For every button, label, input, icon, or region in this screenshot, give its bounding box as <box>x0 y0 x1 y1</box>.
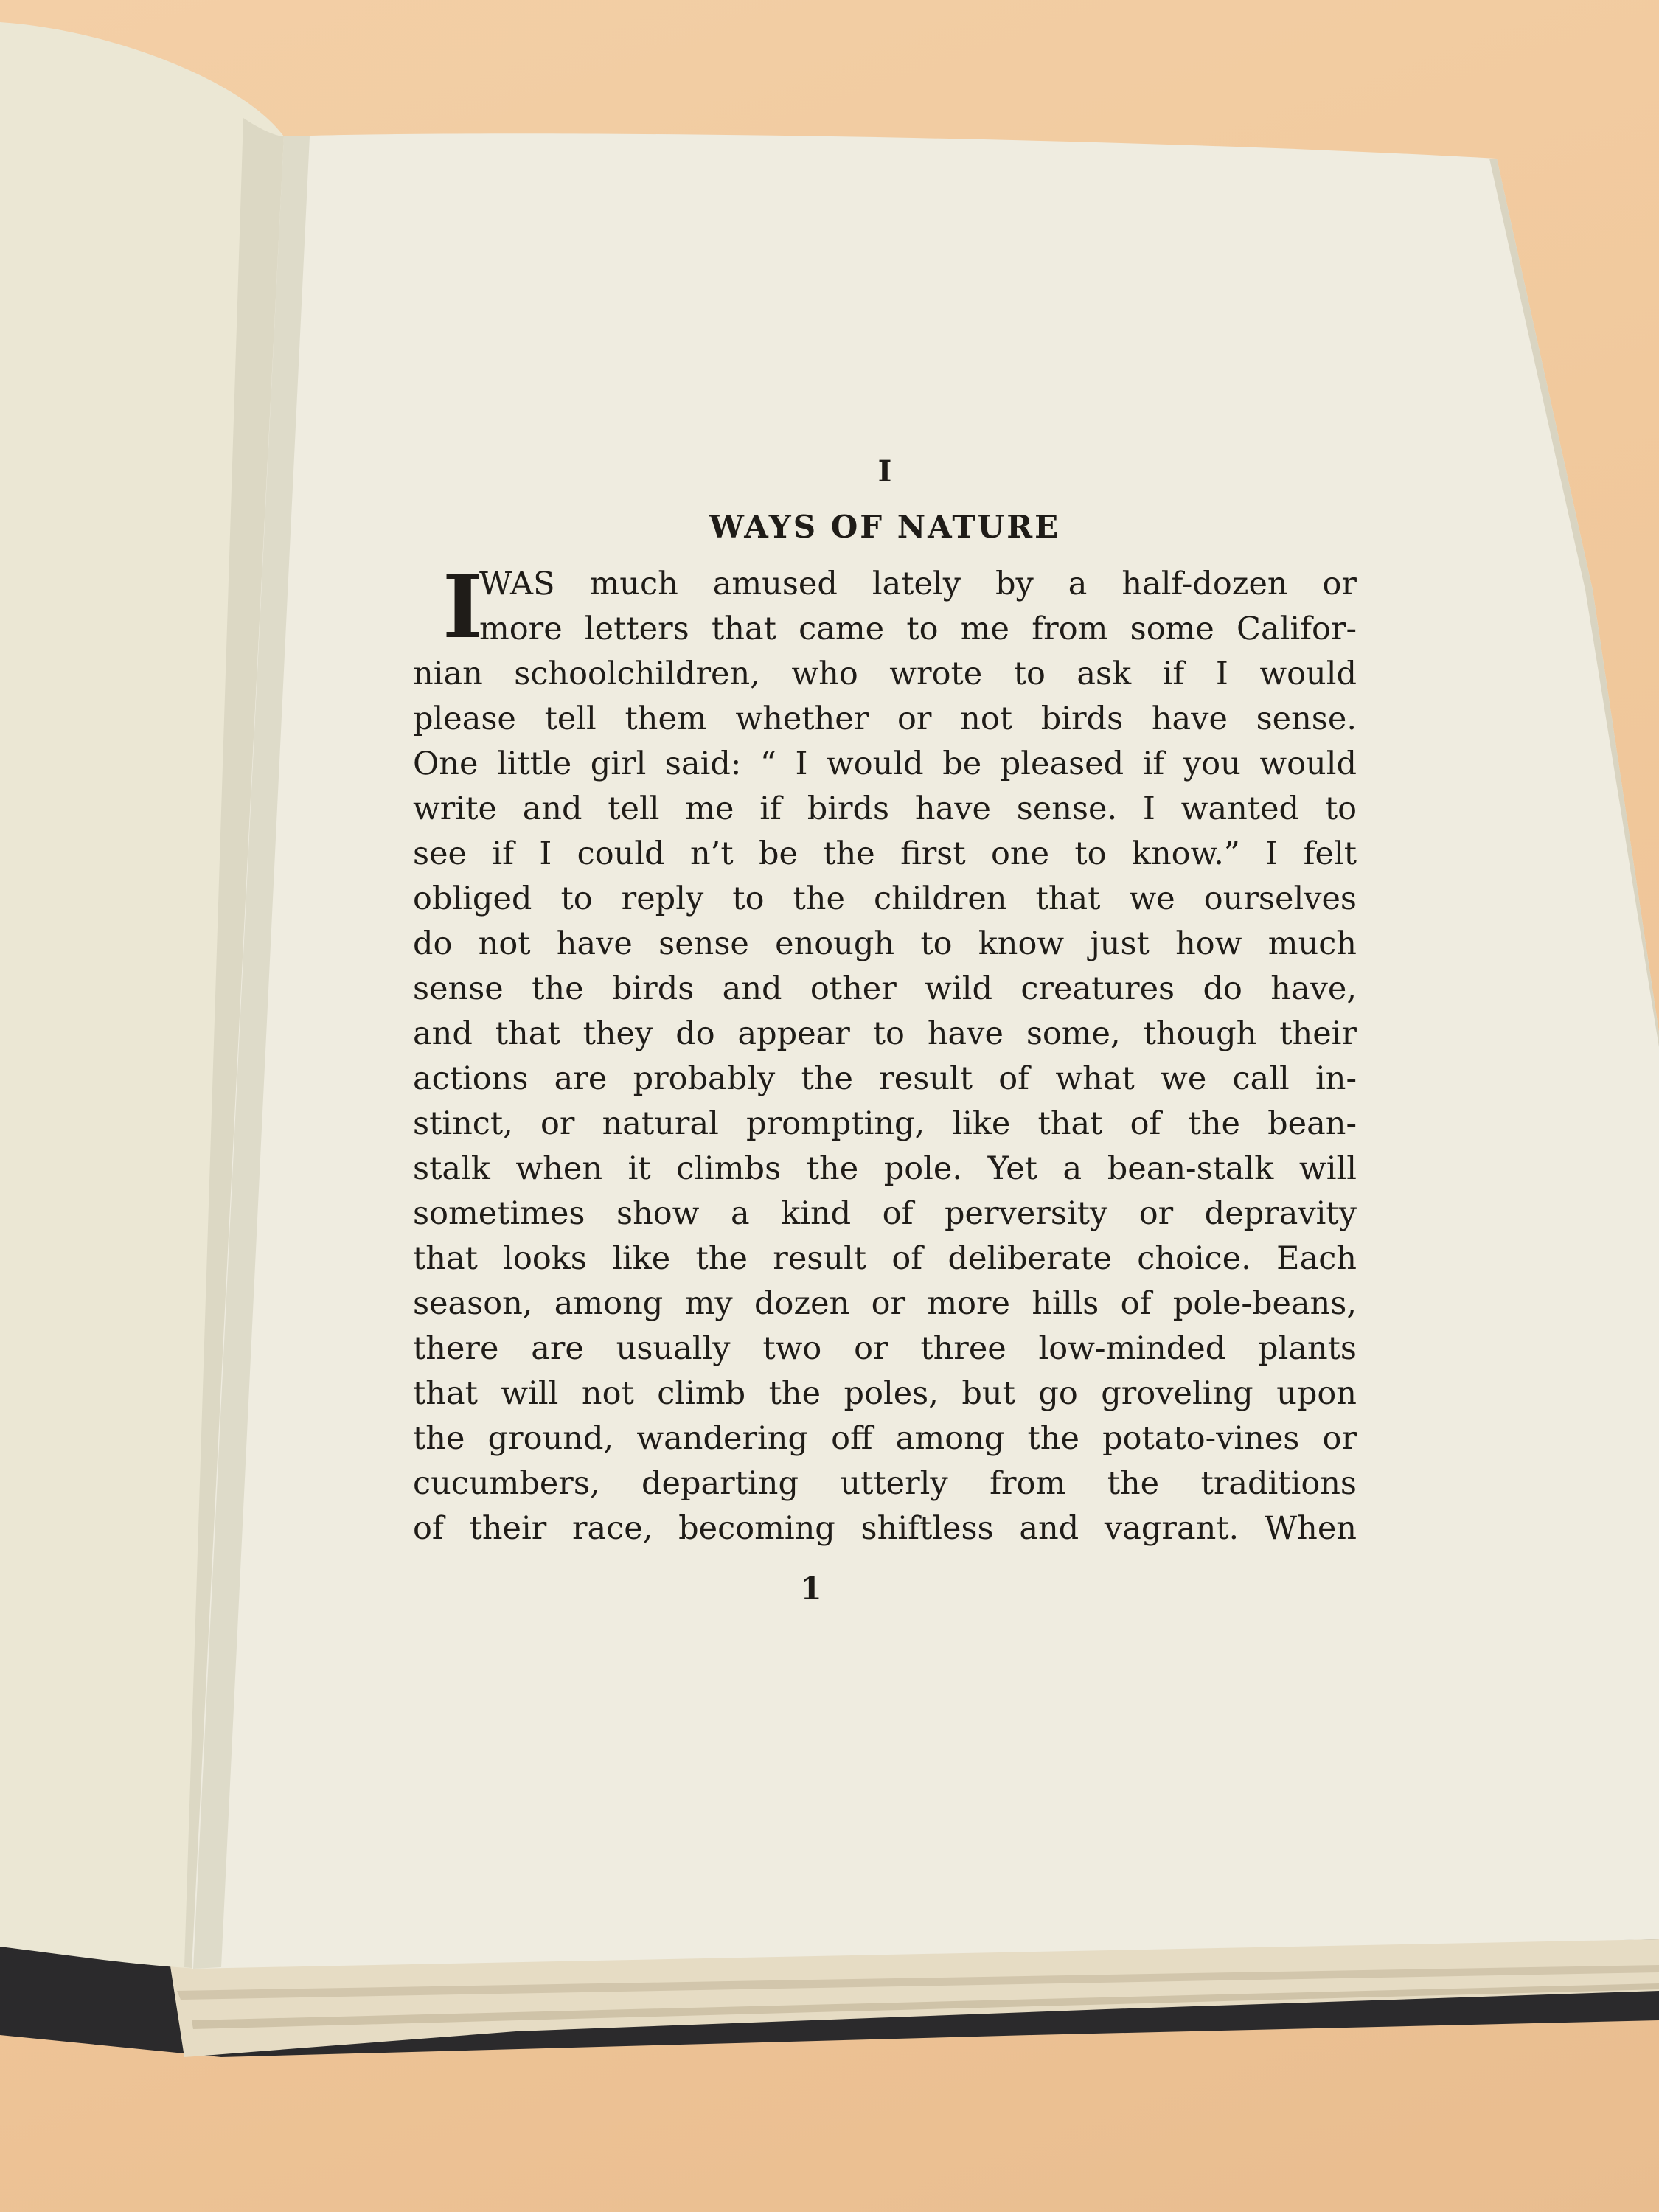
text-line: more letters that came to me from some Califor- <box>479 611 1357 647</box>
text-line: that will not climb the poles, but go groveling upon <box>413 1375 1357 1412</box>
text-line: sense the birds and other wild creatures do have, <box>413 970 1357 1007</box>
chapter-title: WAYS OF NATURE <box>709 509 1061 545</box>
page-text <box>413 450 1357 1551</box>
text-line: WAS much amused lately by a half-dozen or <box>479 566 1357 602</box>
text-line: stalk when it climbs the pole. Yet a bean-stalk will <box>413 1150 1357 1187</box>
text-line: actions are probably the result of what we call in- <box>413 1060 1357 1097</box>
text-line: please tell them whether or not birds have sense. <box>413 700 1357 737</box>
text-line: that looks like the result of deliberate choice. Each <box>413 1240 1357 1277</box>
text-line: season, among my dozen or more hills of pole-beans, <box>413 1285 1357 1322</box>
text-line: stinct, or natural prompting, like that of the bean- <box>413 1105 1357 1142</box>
page-number: 1 <box>800 1571 822 1607</box>
body-text <box>413 555 1357 1551</box>
text-line: obliged to reply to the children that we ourselves <box>413 880 1357 917</box>
text-line: cucumbers, departing utterly from the traditions <box>413 1465 1357 1502</box>
text-line: of their race, becoming shiftless and vagrant. When <box>413 1510 1357 1547</box>
text-line: write and tell me if birds have sense. I wanted to <box>413 790 1357 827</box>
text-line: do not have sense enough to know just how much <box>413 925 1357 962</box>
text-line: nian schoolchildren, who wrote to ask if I would <box>413 655 1357 692</box>
text-line: see if I could n’t be the first one to know.” I felt <box>413 835 1357 872</box>
drop-cap: I <box>442 555 484 658</box>
text-line: One little girl said: “ I would be pleased if you would <box>413 745 1357 782</box>
text-line: there are usually two or three low-minded plants <box>413 1330 1357 1367</box>
text-line: sometimes show a kind of perversity or depravity <box>413 1195 1357 1232</box>
text-line: and that they do appear to have some, though their <box>413 1015 1357 1052</box>
text-line: the ground, wandering off among the potato-vines or <box>413 1420 1357 1457</box>
chapter-number: I <box>877 454 892 489</box>
